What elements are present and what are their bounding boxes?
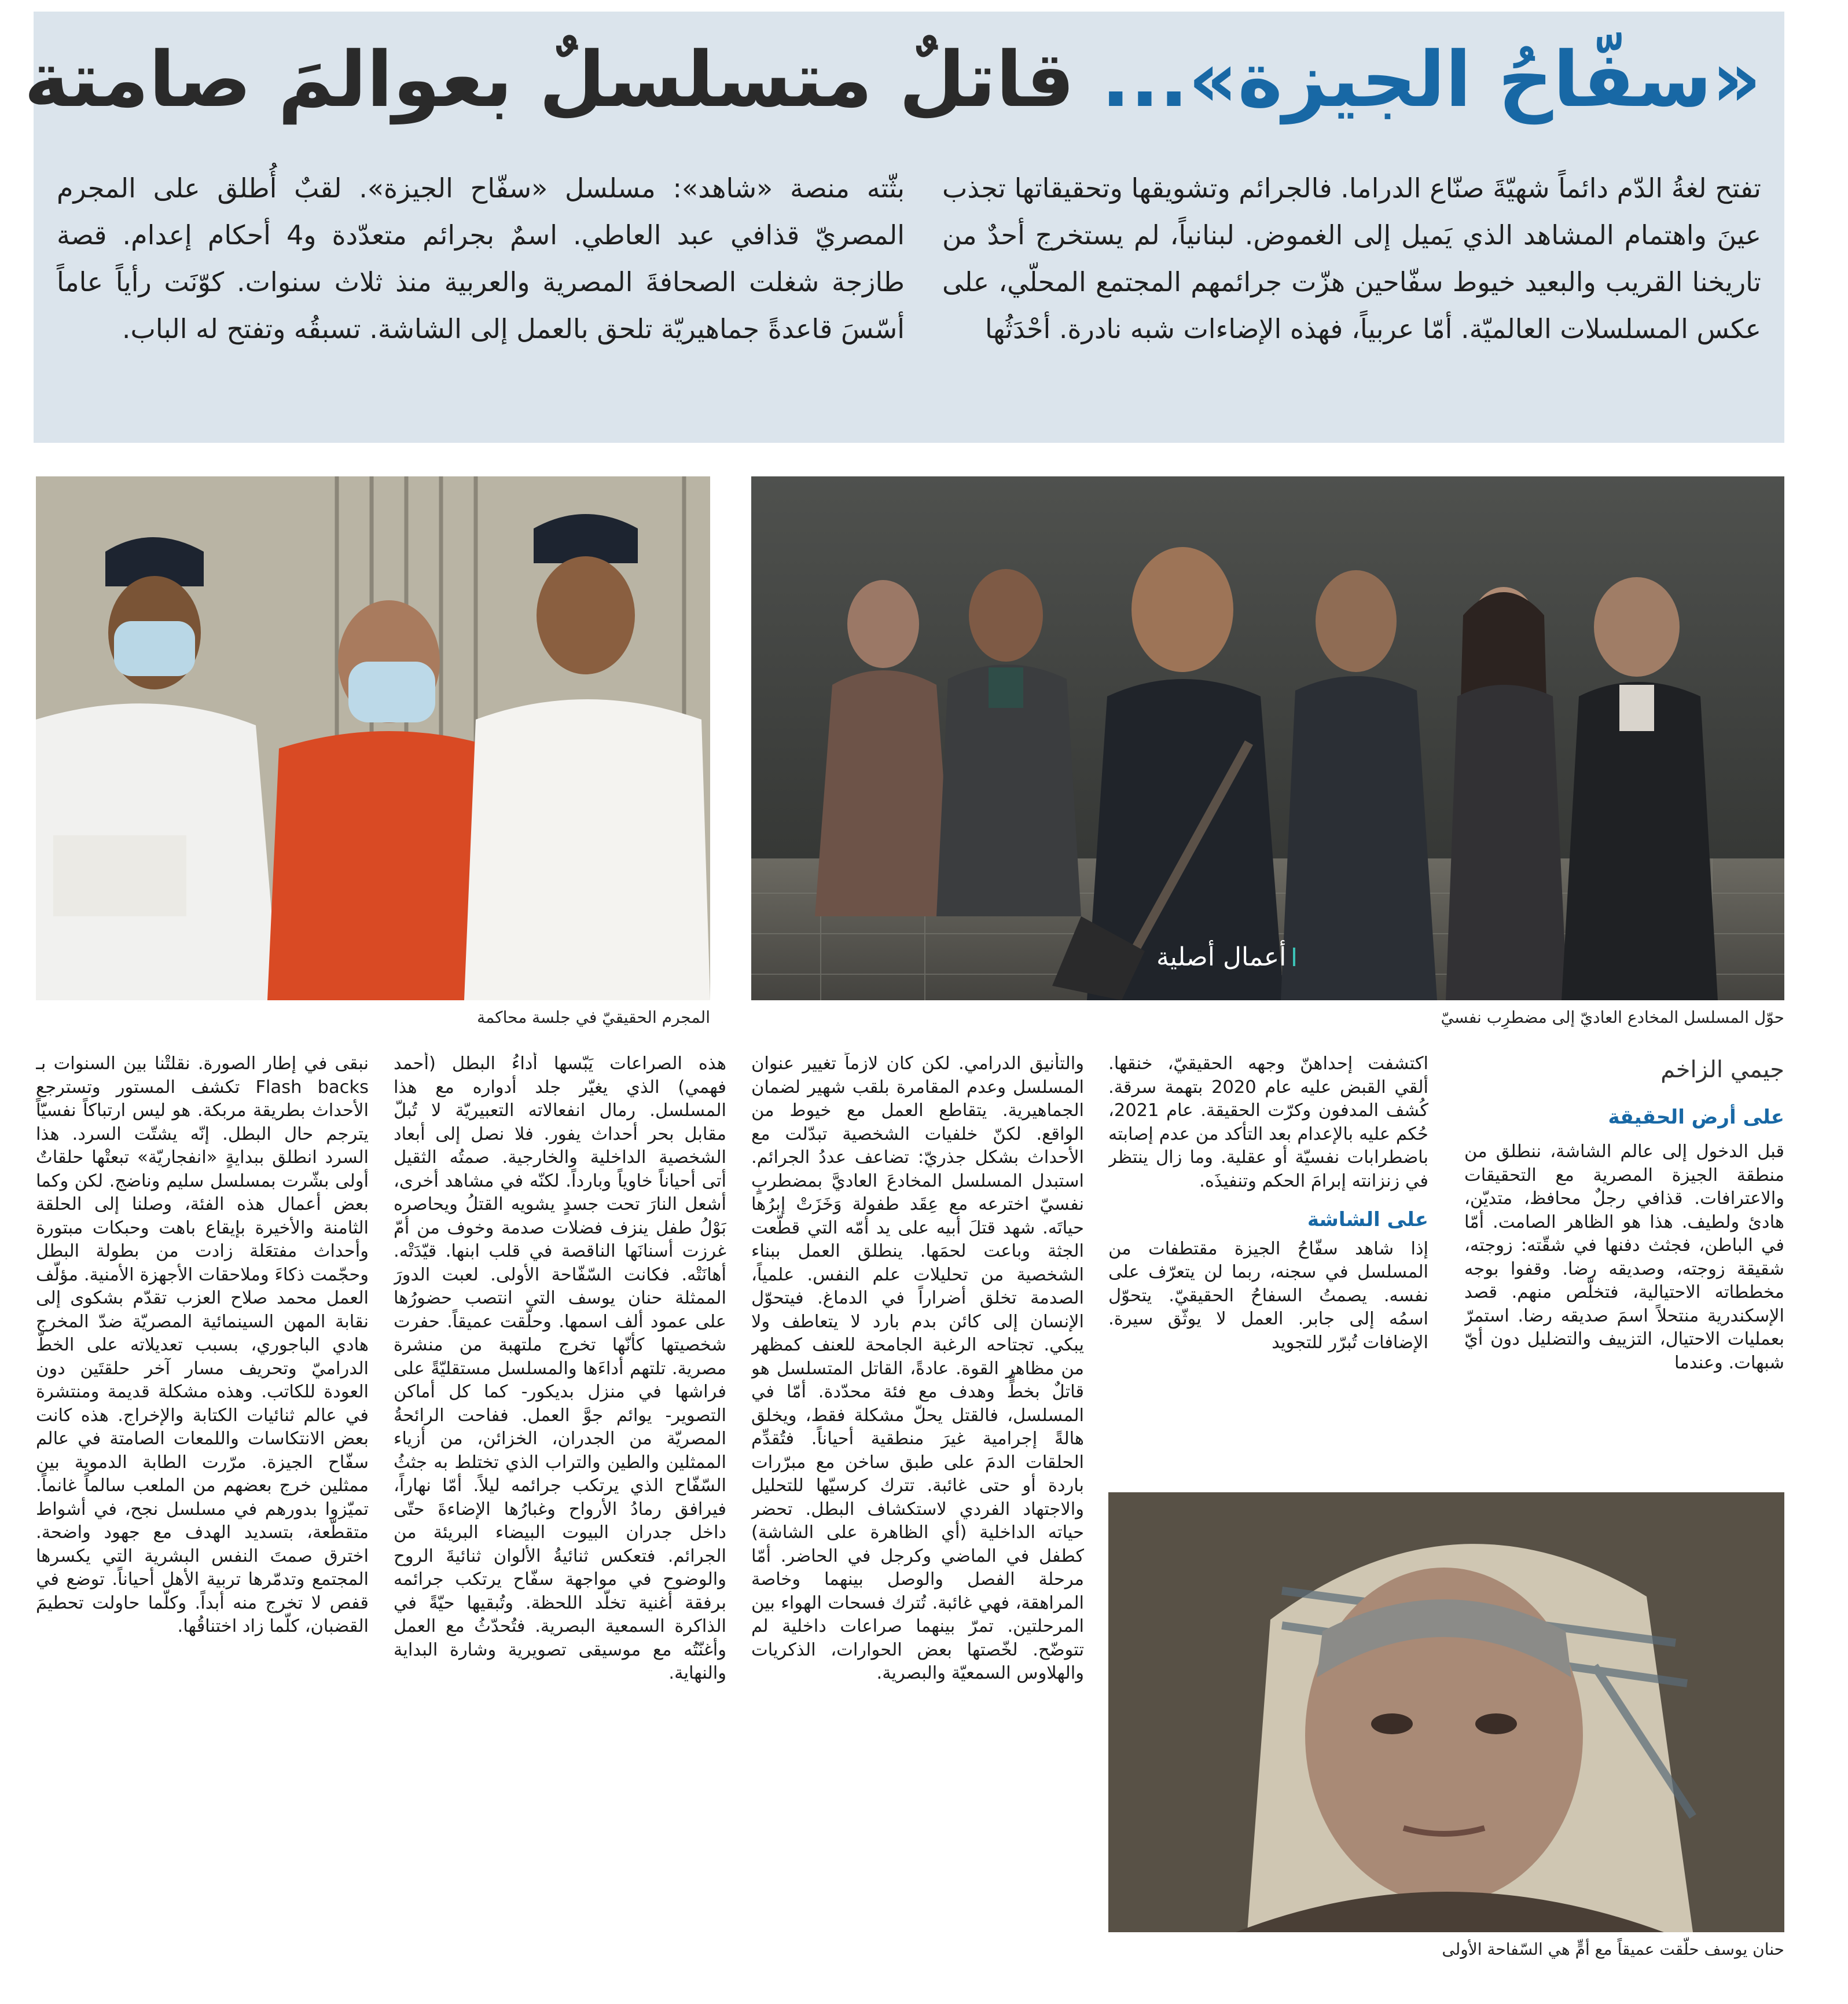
column1-subhead: على أرض الحقيقة [1608, 1106, 1784, 1129]
cast-logo [1156, 939, 1295, 974]
column-3-text: والتأنيق الدرامي. لكن كان لازماً تغيير عنوان المسلسل وعدم المقامرة بلقب شهير لضمان الجماهيرية. يتقاطع العمل مع خيوط من الواقع. لكنّ خلفيات الشخصية تبدّلت مع الأحداث بشكل جذريّ: تضاعف عددُ الجرائم. استبدل المسلسل المخادعَ العاديَّ بمضطربٍ نفسيّ اخترعه مع عِقَد طفولة وَخَزَتْ إبرُها حياتَه. شهد قتلَ أبيه على يد أمّه التي قطّعت الجثة وباعت لحمَها. ينطلق العمل ببناء الشخصية من تحليلات علم النفس. علمياً، الصدمة تخلق أضراراً في الدماغ. فيتحوّل الإنسان إلى كائن بدم بارد لا يتعاطف ولا يبكي. تجتاحه الرغبة الجامحة للعنف كمظهر من مظاهر القوة. عادةً، القاتل المتسلسل هو قاتلٌ بخطٍّ وهدف مع فئة محدّدة. أمّا في المسلسل، فالقتل يحلّ مشكلة فقط، ويخلق هالةً إجرامية غيرَ منطقية أحياناً. فتُقدِّم الحلقات الدمَ على طبق ساخن مع مبرّرات باردة أو حتى غائبة. تترك كرسيّها للتحليل والاجتهاد الفردي لاستكشاف البطل. تحضر حياته الداخلية (أي الظاهرة على الشاشة) كطفل في الماضي وكرجل في الحاضر. أمّا مرحلة الفصل والوصل بينهما وخاصة المراهقة، فهي غائبة. تُترك فسحات الهواء بين المرحلتين. تمرّ بينهما صراعات داخلية لم تتوضّح. لخّصتها بعض الحوارات، الذكريات والهلاوس السمعيّة والبصرية. [751, 1054, 1084, 1683]
actress-caption: حنان يوسف حلّقت عميقاً مع أمٍّ هي السّفاحة الأولى [1442, 1940, 1784, 1959]
cast-logo-text: أعمال أصلية [1156, 942, 1287, 972]
cast-caption: حوّل المسلسل المخادع العاديّ إلى مضطرِب نفسيّ [1441, 1008, 1784, 1027]
column-3 [751, 1052, 1084, 1938]
column-1-text: قبل الدخول إلى عالم الشاشة، ننطلق من منطقة الجيزة المصرية مع التحقيقات والاعترافات. قذافي رجلٌ محافظ، متديّن، هادئ ولطيف. هذا هو الظاهر الصامت. أمّا في الباطن، فجثث دفنها في شقّته: زوجته، شقيقة زوجته، وصديقه رضا. وقفوا بوجه مخططاته الاحتيالية، فتخلّص منهم. قصد الإسكندرية منتحلاً اسمَ صديقه رضا. استمرّ بعمليات الاحتيال، التزييف والتضليل دون أيّ شبهات. وعندما [1464, 1142, 1784, 1373]
court-photo [36, 476, 710, 1000]
court-photo-illustration [36, 476, 710, 1000]
headline [24, 35, 1761, 124]
headline-part2: قاتلٌ متسلسلٌ بعوالمَ صامتة [24, 35, 1075, 124]
column-5-text: نبقى في إطار الصورة. نقلتْنا بين السنوات بـ Flash backs تكشف المستور وتسترجع الأحداث بطريقة مربكة. هو ليس ارتباكاً نفسيّاً يترجم حال البطل. إنّه يشتّت السرد. هذا السرد انطلق ببدايةٍ «انفجاريّة» تبعتْها حلقاتٌ أولى بشّرت بمسلسل سليم وناضج. لكن وكما بعض أعمال هذه الفئة، وصلنا إلى الحلقة الثامنة والأخيرة بإيقاع باهت وحبكات مبتورة وأحداث مفتعَلة زادت من بطولة البطل وحجّمت ذكاءَ وملاحقات الأجهزة الأمنية. مؤلّف العمل محمد صلاح العزب تقدّم بشكوى إلى نقابة المهن السينمائية المصريّة ضدّ المخرج هادي الباجوري، بسبب تعديلاته على الخطّ الدراميّ وتحريف مسار آخر حلقتَين دون العودة للكاتب. وهذه مشكلة قديمة ومنتشرة في عالم ثنائيات الكتابة والإخراج. هذه كانت بعض الانتكاسات واللمعات الصامتة في عالم سفّاح الجيزة. مرّرت الطابة الدموية بين ممثلين خرج بعضهم من الملعب سالماً غانماً. تميّزوا بدورهم في مسلسل نجح، في أشواط متقطّعة، بتسديد الهدف مع جهود واضحة. اخترق صمتَ النفس البشرية التي يكسرها المجتمع وتدمّرها تربية الأهل أحياناً. توضع في قفص لا تخرج منه أبداً. وكلّما حاولت تحطيمَ القضبان، كلّما زاد اختناقُها. [36, 1054, 369, 1636]
column-5 [36, 1052, 369, 1938]
byline: جيمي الزاخم [1660, 1056, 1784, 1083]
intro-right-column: تفتح لغةُ الدّم دائماً شهيّةَ صنّاع الدراما. فالجرائم وتشويقها وتحقيقاتها تجذب عينَ واهتمام المشاهد الذي يَميل إلى الغموض. لبنانياً، لم يستخرج أحدٌ من تاريخنا القريب والبعيد خيوط سفّاحين هزّت جرائمهم المجتمع المحلّي، على عكس المسلسلات العالميّة. أمّا عربياً، فهذه الإضاءات شبه نادرة. أحْدَثُها [942, 172, 1761, 344]
actress-photo-illustration [1108, 1492, 1784, 1932]
brand-dots-icon [1293, 948, 1295, 966]
column-4 [394, 1052, 726, 1938]
column-2-text-b: إذا شاهد سفّاحُ الجيزة مقتطفات من المسلسل في سجنه، ربما لن يتعرّف على نفسه. يصمتُ السفاحُ الحقيقيّ. يتحوّل اسمُه إلى جابر. العمل لا يوثّق سيرة. الإضافات تُبرّر للتجويد [1108, 1238, 1428, 1353]
headline-part1: «سفّاحُ الجيزة»... [1101, 35, 1761, 124]
actress-photo [1108, 1492, 1784, 1932]
column-1 [1464, 1140, 1784, 1465]
column-2-text-a: اكتشفت إحداهنّ وجهه الحقيقيّ، خنقها. ألقي القبض عليه عام 2020 بتهمة سرقة. كُشف المدفون وكرّت الحقيقة. عام 2021، حُكم عليه بالإعدام بعد التأكد من عدم إصابته باضطرابات نفسيّة أو عقلية. وما زال ينتظر في زنزانته إبرامَ الحكم وتنفيذَه. [1108, 1054, 1428, 1191]
court-caption: المجرم الحقيقيّ في جلسة محاكمة [477, 1008, 710, 1027]
column2-subhead: على الشاشة [1307, 1208, 1428, 1231]
column-2 [1108, 1052, 1428, 1487]
intro-left-column: بثّته منصة «شاهد»: مسلسل «سفّاح الجيزة». لقبٌ أُطلق على المجرم المصريّ قذافي عبد العاطي. اسمٌ بجرائم متعدّدة و4 أحكام إعدام. قصة طازجة شغلت الصحافةَ المصرية والعربية منذ ثلاث سنوات. كوّنَت رأياً عاماً أسّسَ قاعدةً جماهيريّة تلحق بالعمل إلى الشاشة. تسبقُه وتفتح له الباب. [57, 172, 905, 344]
column-4-text: هذه الصراعات يَبّسها أداءُ البطل (أحمد فهمي) الذي يغيّر جلد أدواره مع هذا المسلسل. رمال انفعالاته التعبيريّة لا تُبلّ مقابل بحر أحداث يفور. فلا نصل إلى أبعاد الشخصية الداخلية والخارجية. صمتُه الثقيل أتى أحياناً خاوياً وبارداً. لكنّه في مشاهد أخرى، أشعل النارَ تحت جسدٍ يشويه القتلُ ويحاصره بَوْلُ طفل ينزف فضلات صدمة وخوف من أمّ غرزت أسنانَها الناقصة في قلب ابنها. قيّدَتْه. أهانَتْه. فكانت السّفّاحة الأولى. لعبت الدورَ الممثلة حنان يوسف التي انتصب حضورُها على عمود ألف اسمها. وحلّقت عميقاً. حفرت شخصيتها كأنّها تخرج ملتهبة من منشرة مصرية. تلتهم أداءَها والمسلسل مستقليّةً على فراشها في منزل بديكور- كما كل أماكن التصوير- يوائم جوَّ العمل. ففاحت الرائحةُ المصريّة من الجدران، الخزائن، من أزياء الممثلين والطين والتراب الذي تختلط به جثثُ السّفّاح الذي يرتكب جرائمه ليلاً. أمّا نهاراً، فيرافق رمادُ الأرواح وغبارُها الإضاءةَ حتّى داخل جدران البيوت البيضاء البريئة من الجرائم. فتعكس ثنائيةُ الألوان ثنائيةَ الروح والوضوح في مواجهة سفّاح يرتكب جرائمه برفقة أغنية تخلّد اللحظة. وتُبقيها حيّةً في الذاكرة السمعية البصرية. فتُحدّثُ مع العمل وأغنّتُه مع موسيقى تصويرية وشارة البداية والنهاية. [394, 1054, 726, 1683]
intro-box [34, 148, 1784, 443]
cast-photo-illustration [751, 476, 1784, 1000]
headline-banner [24, 12, 1784, 148]
cast-photo [751, 476, 1784, 1000]
